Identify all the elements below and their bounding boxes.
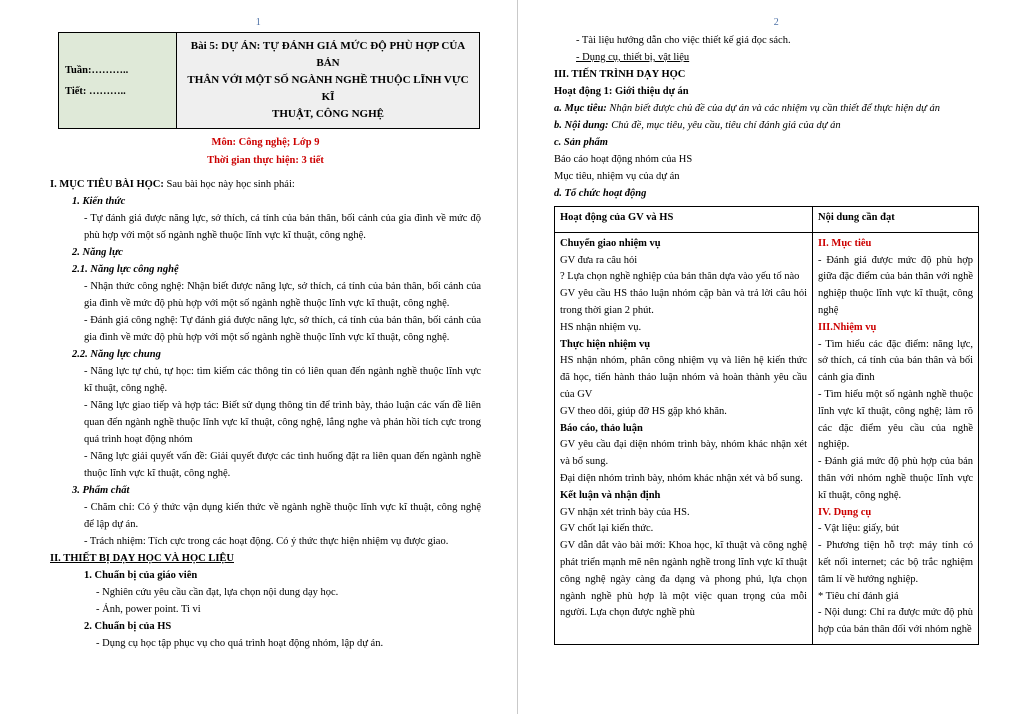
table-cell-activities [555,232,813,644]
paragraph-general-3: - Năng lực giải quyết vấn đề: Giải quyết được các tình huống đặt ra liên quan đến ngành nghề thuộc lĩnh vực kĩ thuật, công nghệ. [84,450,481,479]
paragraph-quality-1: - Chăm chỉ: Có ý thức vận dụng kiến thức về ngành nghề thuộc lĩnh vực kĩ thuật, công nghệ để lập dự án. [84,501,481,530]
page-number-left: 1 [255,17,262,28]
subsection-tech-competence: 2.1. Năng lực công nghệ [72,263,179,275]
table-header-activities: Hoạt động của GV và HS [555,207,813,233]
subsection-student-prep: 2. Chuẩn bị của HS [84,620,172,632]
activity-1-title: Hoạt động 1: Giới thiệu dự án [554,86,689,97]
subsection-competence: 2. Năng lực [72,246,123,258]
block-transfer-task-p4: HS nhận nhiệm vụ. [560,321,642,333]
block-tools-p2: - Phương tiện hỗ trợ: máy tính có kết nối internet; các bộ trắc nghiệm tâm lí về hướng nghiệp. [818,540,973,585]
activity-table [554,206,979,645]
block-mission-p1: - Tìm hiểu các đặc điểm: năng lực, sở thích, cá tính của bản thân và bối cảnh gia đình [818,338,973,384]
table-header-content: Nội dung cần đạt [813,207,979,233]
section-process-heading: III. TIẾN TRÌNH DẠY HỌC [554,69,686,80]
block-conclusion-p3: GV dẫn dắt vào bài mới: Khoa học, kĩ thuật và công nghệ phát triển mạnh mẽ nên ngành nghề trong lĩnh vực kĩ thuật công nghệ ngày càng đa dạng và phong phú, lựa chọn ngành nghề phù hợp là một việc quan trọng của mỗi người. Lựa chọn được nghề phù [560,540,807,619]
table-cell-content [813,232,979,644]
lesson-title-cell [177,33,480,129]
paragraph-tech-competence-1: - Nhận thức công nghệ: Nhận biết được năng lực, sở thích, cá tính của bản thân, bối cảnh của gia đình về mức độ phù hợp với một số ngành nghề thuộc lĩnh vực kĩ thuật, công nghệ. [84,280,481,309]
block-tools-title: IV. Dụng cụ [818,506,872,518]
block-conclusion-p2: GV chốt lại kiến thức. [560,523,654,535]
subsection-knowledge: 1. Kiến thức [72,195,126,207]
paragraph-materials-1: - Tài liệu hướng dẫn cho việc thiết kế giá đọc sách. [576,35,791,46]
lesson-header-table [58,32,480,129]
block-tools-p1: - Vật liệu: giấy, bút [818,523,900,535]
block-mission-title: III.Nhiệm vụ [818,321,877,333]
activity-1-goal: a. Mục tiêu: Nhận biết được chủ đề của dự án và các nhiệm vụ cần thiết để thực hiện dự án [554,103,941,114]
paragraph-materials-2: - Dụng cụ, thiết bị, vật liệu [576,52,690,63]
block-conclusion-title: Kết luận và nhận định [560,489,661,501]
section-objectives-heading: I. MỤC TIÊU BÀI HỌC: Sau bài học này học sinh phải: [50,178,295,190]
paragraph-tech-competence-2: - Đánh giá công nghệ: Tự đánh giá được năng lực, sở thích, cá tính của bản thân, bối cảnh của gia đình về mức độ phù hợp với một số ngành nghề thuộc lĩnh vực kĩ thuật, công nghệ. [84,314,481,343]
paragraph-student-prep-1: - Dụng cụ học tập phục vụ cho quá trình hoạt động nhóm, lập dự án. [96,637,384,649]
lesson-title-line-2: THÂN VỚI MỘT SỐ NGÀNH NGHỀ THUỘC LĨNH VỰC KĨ [187,74,469,104]
block-perform-task-p1: HS nhận nhóm, phân công nhiệm vụ và liên hệ kiến thức đã học, tiến hành thảo luận nhóm và hoàn thành yêu cầu của GV [560,355,807,400]
block-tools-p3: * Tiêu chí đánh giá [818,590,899,602]
block-report-title: Báo cáo, thảo luận [560,422,643,434]
lesson-title-line-1: Bài 5: DỰ ÁN: TỰ ĐÁNH GIÁ MỨC ĐỘ PHÙ HỢP CỦA BẢN [190,40,466,70]
block-tools-p4: - Nội dung: Chỉ ra được mức độ phù hợp của bản thân đối với nhóm nghề [818,607,973,636]
table-header-row [555,207,979,233]
block-conclusion-p1: GV nhận xét trình bày của HS. [560,506,690,518]
subsection-teacher-prep: 1. Chuẩn bị của giáo viên [84,569,198,581]
page-left [0,0,517,714]
paragraph-teacher-prep-2: - Ảnh, power point. Ti vi [96,603,201,615]
activity-1-product-line-1: Báo cáo hoạt động nhóm của HS [554,154,693,165]
activity-1-content: b. Nội dung: Chủ đề, mục tiêu, yêu cầu, tiêu chí đánh giá của dự án [554,120,841,131]
block-goal-title: II. Mục tiêu [818,237,872,249]
block-mission-p3: - Đánh giá mức độ phù hợp của bản thân với nhóm nghề thuộc lĩnh vực kĩ thuật, công nghệ. [818,456,973,501]
page-right [518,0,1035,714]
duration-line: Thời gian thực hiện: 3 tiết [207,154,324,166]
activity-1-product: c. Sản phẩm [554,137,608,148]
block-goal-p1: - Đánh giá được mức độ phù hợp giữa đặc điểm của bản thân với nghề nghiệp thuộc lĩnh vực kĩ thuật, công nghệ [818,254,973,316]
block-transfer-task-title: Chuyển giao nhiệm vụ [560,237,661,249]
block-transfer-task-p2: ? Lựa chọn nghề nghiệp của bản thân dựa vào yếu tố nào [560,271,800,283]
subsection-general-competence: 2.2. Năng lực chung [72,348,161,360]
period-label: Tiết: ……….. [65,85,126,97]
paragraph-quality-2: - Trách nhiệm: Tích cực trong các hoạt động. Có ý thức thực hiện nhiệm vụ được giao. [84,535,449,547]
subject-line: Môn: Công nghệ; Lớp 9 [211,137,320,149]
paragraph-teacher-prep-1: - Nghiên cứu yêu cầu cần đạt, lựa chọn nội dung dạy học. [96,586,339,598]
paragraph-knowledge-1: - Tự đánh giá được năng lực, sở thích, cá tính của bản thân, bối cảnh của gia đình về mức độ phù hợp với một số ngành nghề thuộc lĩnh vực kĩ thuật, công nghệ. [84,212,481,241]
table-row [555,232,979,644]
subsection-qualities: 3. Phẩm chất [72,484,130,496]
block-report-p1: GV yêu cầu đại diện nhóm trình bày, nhóm khác nhận xét và bổ sung. [560,439,807,468]
block-perform-task-title: Thực hiện nhiệm vụ [560,338,651,350]
page-number-right: 2 [773,17,780,28]
lesson-title-line-3: THUẬT, CÔNG NGHỆ [272,108,384,121]
paragraph-general-1: - Năng lực tự chủ, tự học: tìm kiếm các thông tin có liên quan đến ngành nghề thuộc lĩnh vực kĩ thuật, công nghệ. [84,365,481,394]
paragraph-general-2: - Năng lực giao tiếp và hợp tác: Biết sử dụng thông tin để trình bày, thảo luận các vấn đề liên quan đến ngành nghề thuộc lĩnh vực kĩ thuật, công nghệ, lắng nghe và phản hồi tích cực trong quá trình hoạt động nhóm [84,399,481,445]
block-mission-p2: - Tìm hiểu một số ngành nghề thuộc lĩnh vực kĩ thuật, công nghệ; làm rõ các đặc điểm yêu cầu của nghề nghiệp. [818,388,973,451]
section-equipment-heading: II. THIẾT BỊ DẠY HỌC VÀ HỌC LIỆU [50,552,234,564]
block-report-p2: Đại diện nhóm trình bày, nhóm khác nhận xét và bổ sung. [560,472,803,484]
block-transfer-task-p3: GV yêu cầu HS thảo luận nhóm cặp bàn và trả lời câu hỏi trong thời gian 2 phút. [560,288,807,316]
activity-1-product-line-2: Mục tiêu, nhiệm vụ của dự án [554,171,680,182]
block-transfer-task-p1: GV đưa ra câu hỏi [560,254,638,266]
week-label: Tuần:……….. [65,64,129,76]
activity-1-organization-label: d. Tổ chức hoạt động [554,188,647,199]
block-perform-task-p2: GV theo dõi, giúp đỡ HS gặp khó khăn. [560,405,727,417]
header-meta-cell [59,33,177,129]
